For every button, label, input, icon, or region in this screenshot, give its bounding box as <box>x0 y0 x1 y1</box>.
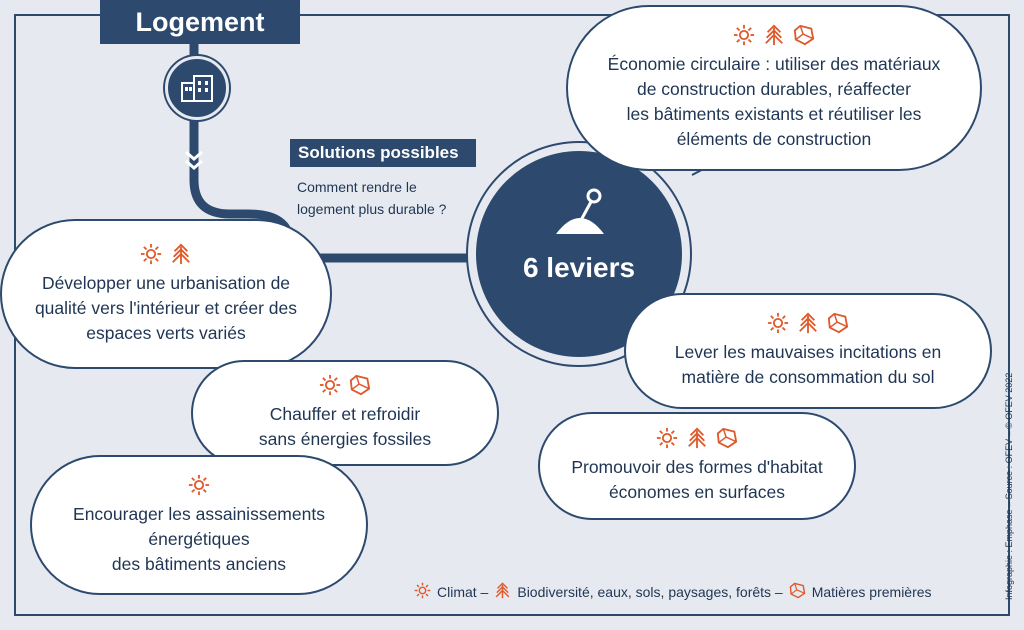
biodiversity-icon <box>170 243 192 265</box>
page-title: Logement <box>100 0 300 44</box>
climate-icon <box>140 243 162 265</box>
lever-housing-forms <box>538 412 856 520</box>
lever-text: Encourager les assainissements énergétiques des bâtiments anciens <box>73 503 325 574</box>
climate-icon <box>414 582 431 599</box>
biodiversity-icon <box>797 312 819 334</box>
climate-icon <box>767 312 789 334</box>
lever-icon <box>550 186 610 236</box>
lever-circular-economy <box>566 5 982 171</box>
resources-icon <box>349 374 371 396</box>
lever-land-incentives <box>624 293 992 409</box>
chevron-down-icon <box>182 150 206 172</box>
lever-text: Promouvoir des formes d'habitat économes en surfaces <box>571 457 823 502</box>
biodiversity-icon <box>494 582 511 599</box>
legend-climate: Climat – <box>437 584 489 600</box>
biodiversity-icon <box>763 24 785 46</box>
legend-biodiversity: Biodiversité, eaux, sols, paysages, forêts – <box>517 584 783 600</box>
housing-icon <box>165 56 229 120</box>
lever-heating <box>191 360 499 466</box>
lever-text: Économie circulaire : utiliser des matériaux de construction durables, réaffecter les bâtiments existants et réutiliser les éléments de construction <box>607 54 941 149</box>
resources-icon <box>789 582 806 599</box>
lever-text: Développer une urbanisation de qualité vers l'intérieur et créer des espaces verts variés <box>34 272 298 343</box>
climate-icon <box>656 427 678 449</box>
solutions-header: Solutions possibles <box>290 139 476 167</box>
resources-icon <box>793 24 815 46</box>
lever-urbanisation <box>0 219 332 369</box>
solutions-question: Comment rendre le logement plus durable ? <box>297 179 447 217</box>
climate-icon <box>733 24 755 46</box>
biodiversity-icon <box>686 427 708 449</box>
climate-icon <box>319 374 341 396</box>
resources-icon <box>827 312 849 334</box>
credit-line: Infographie : Emphase – Source : OFEV – © OFEV 2022 <box>1004 372 1014 600</box>
lever-renovation <box>30 455 368 595</box>
resources-icon <box>716 427 738 449</box>
hub-label: 6 leviers <box>522 252 636 283</box>
legend-resources: Matières premières <box>811 584 932 600</box>
lever-text: Lever les mauvaises incitations en matière de consommation du sol <box>674 342 942 387</box>
lever-text: Chauffer et refroidir sans énergies fossiles <box>258 404 432 449</box>
climate-icon <box>188 474 210 496</box>
legend <box>414 582 932 602</box>
